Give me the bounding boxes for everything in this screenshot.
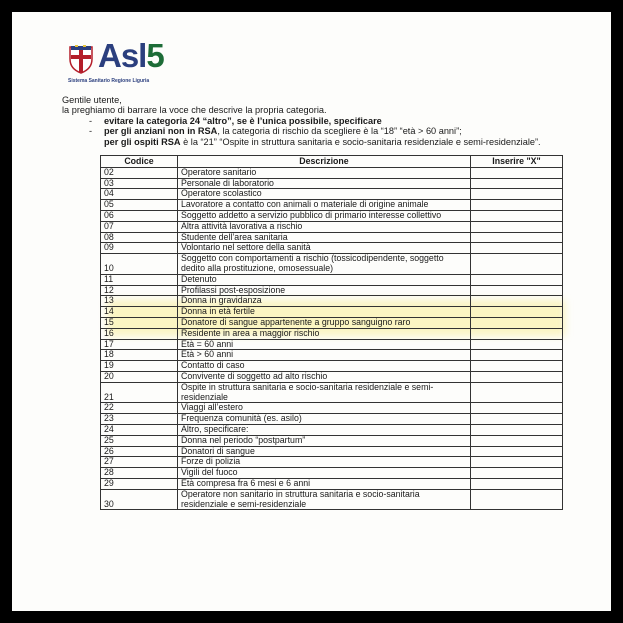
header-descrizione: Descrizione xyxy=(178,156,471,168)
mark-x-cell[interactable] xyxy=(471,468,563,479)
instructions xyxy=(62,95,582,147)
mark-x-cell[interactable] xyxy=(471,317,563,328)
mark-x-cell[interactable] xyxy=(471,328,563,339)
code-cell: 21 xyxy=(101,382,178,403)
code-cell: 29 xyxy=(101,478,178,489)
table-row xyxy=(101,350,563,361)
code-cell: 07 xyxy=(101,221,178,232)
code-cell: 11 xyxy=(101,274,178,285)
table-row xyxy=(101,371,563,382)
description-cell: Contatto di caso xyxy=(178,361,471,372)
code-cell: 23 xyxy=(101,414,178,425)
description-cell: Operatore scolastico xyxy=(178,189,471,200)
code-cell: 22 xyxy=(101,403,178,414)
table-row xyxy=(101,435,563,446)
mark-x-cell[interactable] xyxy=(471,371,563,382)
code-cell: 26 xyxy=(101,446,178,457)
table-row xyxy=(101,468,563,479)
table-row xyxy=(101,424,563,435)
logo-subtitle: Sistema Sanitario Regione Liguria xyxy=(68,78,150,84)
mark-x-cell[interactable] xyxy=(471,210,563,221)
description-cell: Operatore non sanitario in struttura sanitaria e socio-sanitaria residenziale e semi-residenziale xyxy=(178,489,471,510)
code-cell: 03 xyxy=(101,178,178,189)
mark-x-cell[interactable] xyxy=(471,200,563,211)
description-cell: Forze di polizia xyxy=(178,457,471,468)
description-cell: Vigili del fuoco xyxy=(178,468,471,479)
table-row xyxy=(101,414,563,425)
liguria-emblem-icon xyxy=(68,44,94,74)
description-cell: Soggetto con comportamenti a rischio (tossicodipendente, soggetto dedito alla prostituzione, omosessuale) xyxy=(178,254,471,275)
description-cell: Volontario nel settore della sanità xyxy=(178,243,471,254)
code-cell: 13 xyxy=(101,296,178,307)
mark-x-cell[interactable] xyxy=(471,189,563,200)
code-cell: 25 xyxy=(101,435,178,446)
mark-x-cell[interactable] xyxy=(471,435,563,446)
bullet-elderly: - per gli anziani non in RSA, la categoria di rischio da scegliere è la “18” “età > 60 anni”; xyxy=(89,126,462,137)
table-row xyxy=(101,328,563,339)
code-cell: 16 xyxy=(101,328,178,339)
code-cell: 06 xyxy=(101,210,178,221)
bullet-rsa-guests: per gli ospiti RSA è la “21” “Ospite in struttura sanitaria e socio-sanitaria residenziale e semi-residenziale”. xyxy=(104,136,541,147)
mark-x-cell[interactable] xyxy=(471,274,563,285)
mark-x-cell[interactable] xyxy=(471,178,563,189)
code-cell: 12 xyxy=(101,285,178,296)
description-cell: Studente dell’area sanitaria xyxy=(178,232,471,243)
mark-x-cell[interactable] xyxy=(471,307,563,318)
code-cell: 04 xyxy=(101,189,178,200)
mark-x-cell[interactable] xyxy=(471,339,563,350)
code-cell: 30 xyxy=(101,489,178,510)
mark-x-cell[interactable] xyxy=(471,489,563,510)
description-cell: Età compresa fra 6 mesi e 6 anni xyxy=(178,478,471,489)
description-cell: Operatore sanitario xyxy=(178,167,471,178)
table-row xyxy=(101,285,563,296)
code-cell: 19 xyxy=(101,361,178,372)
table-row xyxy=(101,232,563,243)
code-cell: 10 xyxy=(101,254,178,275)
code-cell: 20 xyxy=(101,371,178,382)
description-cell: Detenuto xyxy=(178,274,471,285)
mark-x-cell[interactable] xyxy=(471,285,563,296)
mark-x-cell[interactable] xyxy=(471,424,563,435)
description-cell: Donna in età fertile xyxy=(178,307,471,318)
table-row xyxy=(101,307,563,318)
description-cell: Frequenza comunità (es. asilo) xyxy=(178,414,471,425)
code-cell: 05 xyxy=(101,200,178,211)
description-cell: Altro, specificare: xyxy=(178,424,471,435)
instruction-line: la preghiamo di barrare la voce che descrive la propria categoria. xyxy=(62,105,327,116)
description-cell: Donna in gravidanza xyxy=(178,296,471,307)
table-row xyxy=(101,243,563,254)
code-cell: 09 xyxy=(101,243,178,254)
mark-x-cell[interactable] xyxy=(471,350,563,361)
description-cell: Soggetto addetto a servizio pubblico di primario interesse collettivo xyxy=(178,210,471,221)
code-cell: 14 xyxy=(101,307,178,318)
description-cell: Convivente di soggetto ad alto rischio xyxy=(178,371,471,382)
mark-x-cell[interactable] xyxy=(471,457,563,468)
table-row xyxy=(101,317,563,328)
description-cell: Viaggi all’estero xyxy=(178,403,471,414)
mark-x-cell[interactable] xyxy=(471,478,563,489)
code-cell: 17 xyxy=(101,339,178,350)
code-cell: 24 xyxy=(101,424,178,435)
table-row xyxy=(101,296,563,307)
table-row xyxy=(101,403,563,414)
description-cell: Età = 60 anni xyxy=(178,339,471,350)
greeting: Gentile utente, xyxy=(62,95,122,105)
table-row xyxy=(101,210,563,221)
code-cell: 08 xyxy=(101,232,178,243)
mark-x-cell[interactable] xyxy=(471,446,563,457)
code-cell: 18 xyxy=(101,350,178,361)
table-row xyxy=(101,382,563,403)
table-row xyxy=(101,339,563,350)
mark-x-cell[interactable] xyxy=(471,254,563,275)
code-cell: 02 xyxy=(101,167,178,178)
table-row xyxy=(101,167,563,178)
code-cell: 15 xyxy=(101,317,178,328)
table-header-row xyxy=(101,156,563,168)
description-cell: Ospite in struttura sanitaria e socio-sanitaria residenziale e semi-residenziale xyxy=(178,382,471,403)
mark-x-cell[interactable] xyxy=(471,221,563,232)
mark-x-cell[interactable] xyxy=(471,414,563,425)
document-page xyxy=(12,12,611,611)
description-cell: Donna nel periodo “postpartum” xyxy=(178,435,471,446)
mark-x-cell[interactable] xyxy=(471,243,563,254)
mark-x-cell[interactable] xyxy=(471,167,563,178)
table-row xyxy=(101,489,563,510)
code-cell: 27 xyxy=(101,457,178,468)
description-cell: Età > 60 anni xyxy=(178,350,471,361)
table-row xyxy=(101,221,563,232)
mark-x-cell[interactable] xyxy=(471,361,563,372)
header-inserire: Inserire "X" xyxy=(471,156,563,168)
logo-wordmark: Asl5 xyxy=(98,37,164,74)
description-cell: Profilassi post-esposizione xyxy=(178,285,471,296)
table-row xyxy=(101,254,563,275)
mark-x-cell[interactable] xyxy=(471,232,563,243)
table-row xyxy=(101,361,563,372)
description-cell: Lavoratore a contatto con animali o materiale di origine animale xyxy=(178,200,471,211)
table-row xyxy=(101,457,563,468)
description-cell: Donatore di sangue appartenente a gruppo sanguigno raro xyxy=(178,317,471,328)
table-row xyxy=(101,478,563,489)
description-cell: Residente in area a maggior rischio xyxy=(178,328,471,339)
header-codice: Codice xyxy=(101,156,178,168)
mark-x-cell[interactable] xyxy=(471,382,563,403)
table-row xyxy=(101,189,563,200)
description-cell: Altra attività lavorativa a rischio xyxy=(178,221,471,232)
table-row xyxy=(101,274,563,285)
table-row xyxy=(101,446,563,457)
category-table xyxy=(100,155,563,510)
mark-x-cell[interactable] xyxy=(471,403,563,414)
description-cell: Personale di laboratorio xyxy=(178,178,471,189)
mark-x-cell[interactable] xyxy=(471,296,563,307)
table-row xyxy=(101,200,563,211)
table-row xyxy=(101,178,563,189)
code-cell: 28 xyxy=(101,468,178,479)
description-cell: Donatori di sangue xyxy=(178,446,471,457)
bullet-avoid-24: - evitare la categoria 24 “altro”, se è l’unica possibile, specificare xyxy=(89,115,382,126)
